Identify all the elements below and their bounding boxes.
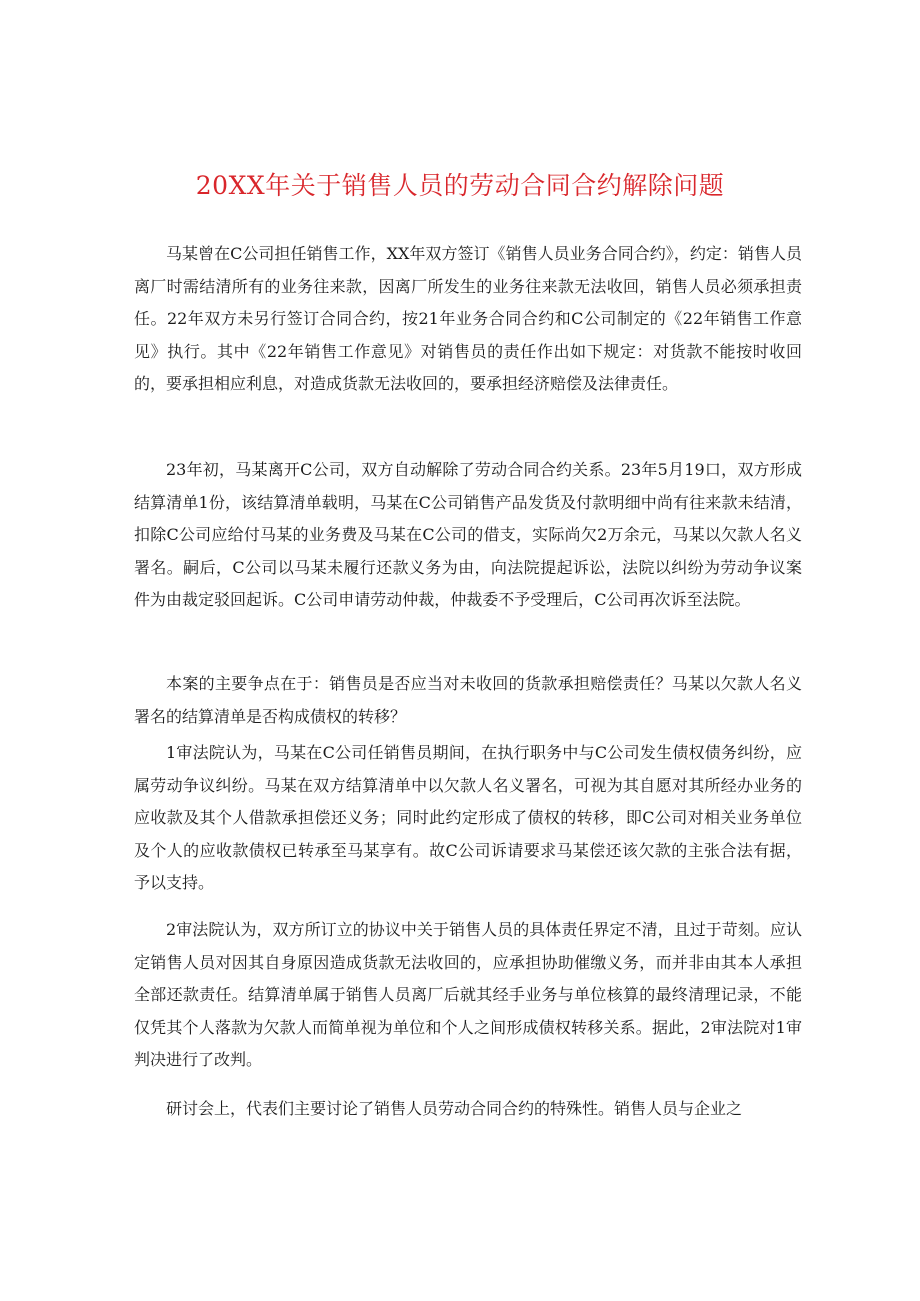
- paragraph-contract-termination: 23年初，马某离开C公司，双方自动解除了劳动合同合约关系。23年5月19口，双方形成结算清单1份，该结算清单载明，马某在C公司销售产品发货及付款明细中尚有往来款未结清，扣除C公司应给付马某的业务费及马某在C公司的借支，实际尚欠2万余元，马某以欠款人名义署名。嗣后，C公司以马某未履行还款义务为由，向法院提起诉讼，法院以纠纷为劳动争议案件为由裁定驳回起诉。C公司申请劳动仲裁，仲裁委不予受理后，C公司再次诉至法院。: [134, 460, 802, 609]
- paragraph-seminar: 研讨会上，代表们主要讨论了销售人员劳动合同合约的特殊性。销售人员与企业之: [166, 1099, 743, 1118]
- document-title: 20XX年关于销售人员的劳动合同合约解除问题: [195, 171, 725, 200]
- paragraph-second-instance: 2审法院认为，双方所订立的协议中关于销售人员的具体责任界定不清，且过于苛刻。应认定销售人员对因其自身原因造成货款无法收回的，应承担协助催缴义务，而并非由其本人承担全部还款责任。结算清单属于销售人员离厂后就其经手业务与单位核算的最终清理记录，不能仅凭其个人落款为欠款人而简单视为单位和个人之间形成债权转移关系。据此，2审法院对1审判决进行了改判。: [134, 920, 802, 1069]
- paragraph-first-instance: 1审法院认为，马某在C公司任销售员期间，在执行职务中与C公司发生债权债务纠纷，应属劳动争议纠纷。马某在双方结算清单中以欠款人名义署名，可视为其自愿对其所经办业务的应收款及其个人借款承担偿还义务；同时此约定形成了债权的转移，即C公司对相关业务单位及个人的应收款债权已转承至马某享有。故C公司诉请要求马某偿还该欠款的主张合法有据，予以支持。: [134, 743, 802, 892]
- paragraph-main-dispute: 本案的主要争点在于：销售员是否应当对未收回的货款承担赔偿责任？马某以欠款人名义署名的结算清单是否构成债权的转移？: [134, 674, 802, 726]
- paragraph-case-background: 马某曾在C公司担任销售工作，XX年双方签订《销售人员业务合同合约》，约定：销售人员离厂时需结清所有的业务往来款，因离厂所发生的业务往来款无法收回，销售人员必须承担责任。22年双方未另行签订合同合约，按21年业务合同合约和C公司制定的《22年销售工作意见》执行。其中《22年销售工作意见》对销售员的责任作出如下规定：对货款不能按时收回的，要承担相应利息，对造成货款无法收回的，要承担经济赔偿及法律责任。: [134, 244, 802, 393]
